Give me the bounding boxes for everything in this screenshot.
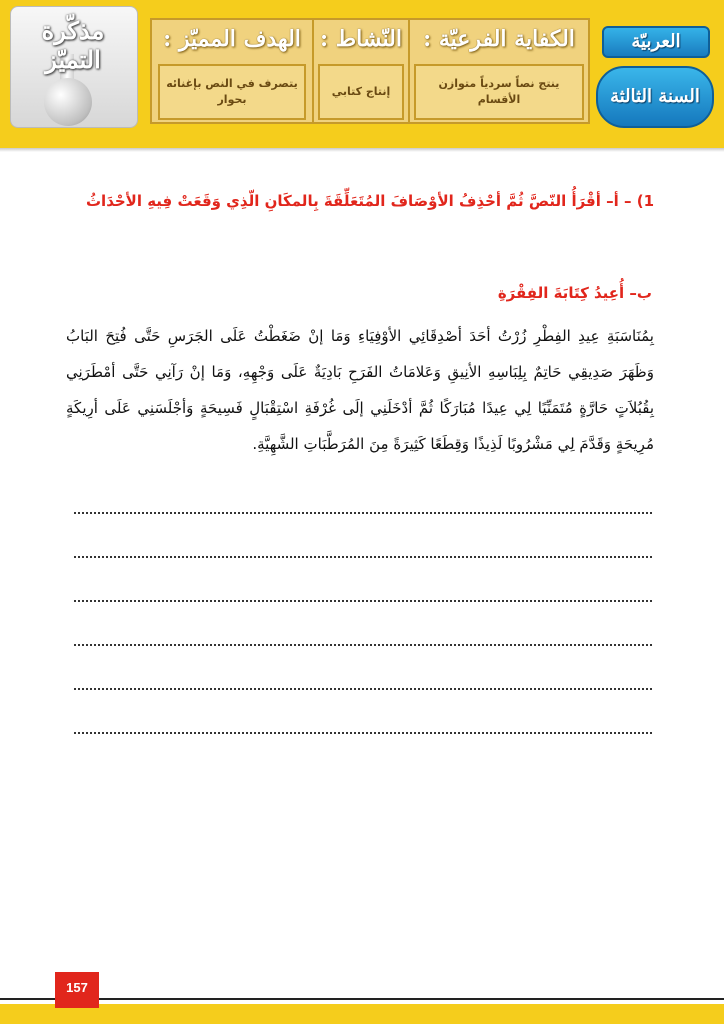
question-b: ب– أُعِيدُ كِتَابَةَ الفِقْرَةِ bbox=[497, 284, 652, 302]
answer-line[interactable] bbox=[74, 600, 652, 602]
page-number: 157 bbox=[55, 972, 99, 1008]
logo-ball-decoration bbox=[44, 78, 92, 126]
footer-divider bbox=[0, 998, 724, 1000]
question-a: 1) – أ– أقْرَأُ النّصَّ ثُمَّ أحْذِفُ الأوْصَافَ المُتَعَلِّقَةَ بِالمكَانِ الّذِي وَقَعَتْ فِيهِ الأحْدَاثُ bbox=[85, 192, 654, 210]
answer-line[interactable] bbox=[74, 732, 652, 734]
page-header bbox=[0, 0, 724, 148]
footer-band bbox=[0, 1004, 724, 1024]
source-paragraph: بِمُنَاسَبَةِ عِيدِ الفِطْرِ زُرْتُ أحَدَ أصْدِقَائِي الأوْفِيَاءِ وَمَا إنْ ضَغَطْتُ عَلَى الجَرَسِ حَتَّى فُتِحَ البَابُ وَظَهَرَ صَدِيقِي حَاتِمٌ بِلِبَاسِهِ الأنِيقِ وَعَلامَاتُ الفَرَحِ بَادِيَةٌ عَلَى وَجْهِهِ، وَمَا إنْ رَآنِي حَتَّى أمْطَرَنِي بِقُبُلاَتٍ حَارَّةٍ مُتَمَنِّيًا لِي عِيدًا مُبَارَكًا ثُمَّ أدْخَلَنِي إلَى غُرْفَةِ اسْتِقْبَالٍ فَسِيحَةٍ وَأجْلَسَنِي عَلَى أرِيكَةٍ مُرِيحَةٍ وَقَدَّمَ لِي مَشْرُوبًا لَذِيذًا وَقِطَعًا كَثِيرَةً مِنَ المُرَطَّبَاتِ الشَّهِيَّةِ. bbox=[66, 327, 654, 453]
activity-text: إنتاج كتابي bbox=[318, 64, 404, 120]
header-info-panel bbox=[150, 18, 590, 124]
goal-text: يتصرف في النص بإغنائه بحوار bbox=[158, 64, 306, 120]
logo-text: مذكّرة التميّز bbox=[41, 16, 105, 74]
goal-title: الهدف المميّز : bbox=[163, 26, 301, 52]
competency-text: ينتج نصاً سردياً متوازن الأقسام bbox=[414, 64, 584, 120]
activity-title: النّشاط : bbox=[320, 26, 402, 52]
answer-line[interactable] bbox=[74, 688, 652, 690]
competency-title: الكفاية الفرعيّة : bbox=[423, 26, 575, 52]
answer-line[interactable] bbox=[74, 556, 652, 558]
answer-line[interactable] bbox=[74, 644, 652, 646]
subject-badge: العربيّة bbox=[602, 26, 710, 58]
grade-badge: السنة الثالثة bbox=[596, 66, 714, 128]
answer-line[interactable] bbox=[74, 512, 652, 514]
